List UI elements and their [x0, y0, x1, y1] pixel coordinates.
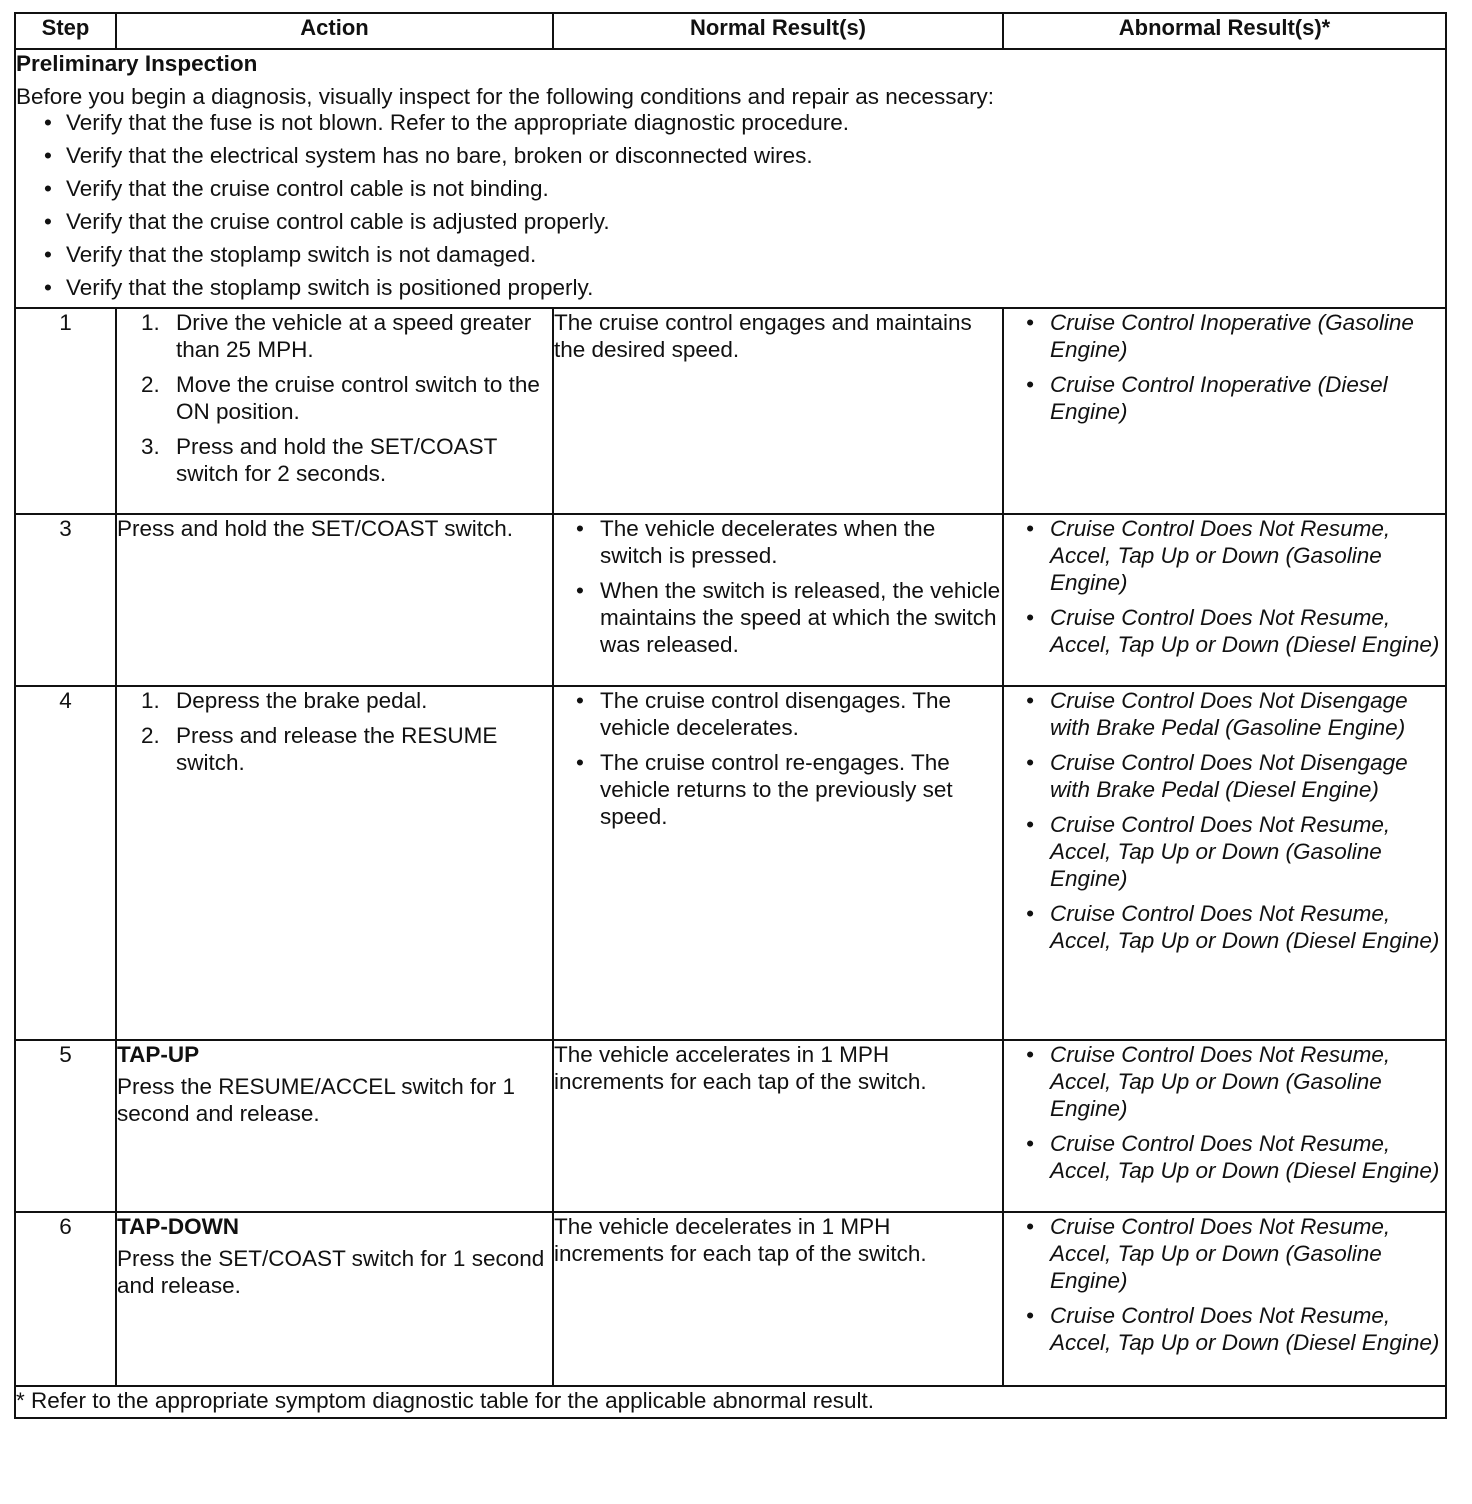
- abnormal-result-list: [1004, 515, 1445, 658]
- abnormal-result-item: • Cruise Control Does Not Resume, Accel, Tap Up or Down (Diesel Engine): [1026, 900, 1445, 954]
- abnormal-result-item: • Cruise Control Does Not Resume, Accel, Tap Up or Down (Gasoline Engine): [1026, 1213, 1445, 1294]
- action-text: Press the RESUME/ACCEL switch for 1 second and release.: [117, 1074, 516, 1126]
- action-item: [141, 687, 552, 714]
- normal-result-cell: [553, 1212, 1003, 1386]
- abnormal-result-item: • Cruise Control Inoperative (Gasoline Engine): [1026, 309, 1445, 363]
- abnormal-result-list: [1004, 1041, 1445, 1184]
- table-row: [15, 1212, 1446, 1386]
- step-number: 1: [15, 308, 116, 514]
- diagnostic-document: [14, 12, 1445, 1419]
- checklist-item: • Verify that the fuse is not blown. Refer to the appropriate diagnostic procedure.: [44, 109, 1445, 136]
- action-item-number: 1.: [141, 688, 160, 713]
- action-item-text: Press and hold the SET/COAST switch for 2 seconds.: [176, 434, 497, 486]
- action-item-number: 1.: [141, 310, 160, 335]
- table-row: [15, 308, 1446, 514]
- abnormal-result-cell: [1003, 308, 1446, 514]
- normal-result-item: • When the switch is released, the vehicle maintains the speed at which the switch was released.: [576, 577, 1002, 658]
- step-number: 4: [15, 686, 116, 1040]
- checklist-item: • Verify that the electrical system has no bare, broken or disconnected wires.: [44, 142, 1445, 169]
- action-item: [141, 433, 552, 487]
- action-item-number: 3.: [141, 434, 160, 459]
- footnote-row: [15, 1386, 1446, 1418]
- normal-result-cell: [553, 686, 1003, 1040]
- action-item-text: Press and release the RESUME switch.: [176, 723, 498, 775]
- normal-result-text: The vehicle decelerates in 1 MPH increments for each tap of the switch.: [554, 1214, 927, 1266]
- checklist-item: • Verify that the stoplamp switch is not damaged.: [44, 241, 1445, 268]
- abnormal-result-item: • Cruise Control Does Not Resume, Accel, Tap Up or Down (Gasoline Engine): [1026, 811, 1445, 892]
- action-item-text: Drive the vehicle at a speed greater than 25 MPH.: [176, 310, 532, 362]
- table-row: [15, 514, 1446, 686]
- normal-result-cell: [553, 1040, 1003, 1212]
- abnormal-result-item: • Cruise Control Does Not Resume, Accel, Tap Up or Down (Diesel Engine): [1026, 1302, 1445, 1356]
- preliminary-intro: Before you begin a diagnosis, visually inspect for the following conditions and repair as necessary:: [16, 84, 995, 109]
- abnormal-result-item: • Cruise Control Does Not Disengage with Brake Pedal (Gasoline Engine): [1026, 687, 1445, 741]
- normal-result-text: The vehicle accelerates in 1 MPH increments for each tap of the switch.: [554, 1042, 927, 1094]
- abnormal-result-cell: [1003, 1040, 1446, 1212]
- abnormal-result-cell: [1003, 686, 1446, 1040]
- header-step: Step: [15, 13, 116, 49]
- diagnostic-table: [14, 12, 1447, 1419]
- table-row: [15, 686, 1446, 1040]
- action-item-text: Depress the brake pedal.: [176, 688, 428, 713]
- normal-result-list: [554, 515, 1002, 658]
- header-normal-results: Normal Result(s): [553, 13, 1003, 49]
- action-text: Press and hold the SET/COAST switch.: [117, 516, 514, 541]
- action-text: Press the SET/COAST switch for 1 second and release.: [117, 1246, 545, 1298]
- header-abnormal-results: Abnormal Result(s)*: [1003, 13, 1446, 49]
- abnormal-result-list: [1004, 1213, 1445, 1356]
- preliminary-row: [15, 49, 1446, 308]
- normal-result-item: • The cruise control re-engages. The vehicle returns to the previously set speed.: [576, 749, 1002, 830]
- abnormal-result-item: • Cruise Control Does Not Resume, Accel, Tap Up or Down (Gasoline Engine): [1026, 1041, 1445, 1122]
- step-number: 3: [15, 514, 116, 686]
- action-cell: [116, 1040, 553, 1212]
- preliminary-checklist: [16, 109, 1445, 301]
- header-row: [15, 13, 1446, 49]
- header-action: Action: [116, 13, 553, 49]
- abnormal-result-cell: [1003, 514, 1446, 686]
- normal-result-text: The cruise control engages and maintains the desired speed.: [554, 310, 972, 362]
- normal-result-item: • The vehicle decelerates when the switch is pressed.: [576, 515, 1002, 569]
- action-item-text: Move the cruise control switch to the ON position.: [176, 372, 540, 424]
- footnote: * Refer to the appropriate symptom diagnostic table for the applicable abnormal result.: [15, 1386, 1446, 1418]
- preliminary-title: Preliminary Inspection: [16, 51, 258, 76]
- checklist-item: • Verify that the stoplamp switch is positioned properly.: [44, 274, 1445, 301]
- action-cell: [116, 1212, 553, 1386]
- normal-result-list: [554, 687, 1002, 830]
- action-cell: [116, 514, 553, 686]
- abnormal-result-cell: [1003, 1212, 1446, 1386]
- abnormal-result-item: • Cruise Control Inoperative (Diesel Engine): [1026, 371, 1445, 425]
- abnormal-result-item: • Cruise Control Does Not Resume, Accel, Tap Up or Down (Diesel Engine): [1026, 604, 1445, 658]
- abnormal-result-list: [1004, 687, 1445, 954]
- action-item: [141, 309, 552, 363]
- step-number: 6: [15, 1212, 116, 1386]
- normal-result-item: • The cruise control disengages. The vehicle decelerates.: [576, 687, 1002, 741]
- action-item-number: 2.: [141, 723, 160, 748]
- step-number: 5: [15, 1040, 116, 1212]
- action-item: [141, 371, 552, 425]
- abnormal-result-list: [1004, 309, 1445, 425]
- abnormal-result-item: • Cruise Control Does Not Resume, Accel, Tap Up or Down (Diesel Engine): [1026, 1130, 1445, 1184]
- action-item: [141, 722, 552, 776]
- action-list: [117, 309, 552, 487]
- abnormal-result-item: • Cruise Control Does Not Disengage with Brake Pedal (Diesel Engine): [1026, 749, 1445, 803]
- checklist-item: • Verify that the cruise control cable is not binding.: [44, 175, 1445, 202]
- action-list: [117, 687, 552, 776]
- action-item-number: 2.: [141, 372, 160, 397]
- action-cell: [116, 686, 553, 1040]
- preliminary-inspection: [15, 49, 1446, 308]
- checklist-item: • Verify that the cruise control cable is adjusted properly.: [44, 208, 1445, 235]
- table-row: [15, 1040, 1446, 1212]
- action-title: TAP-DOWN: [117, 1214, 240, 1239]
- action-title: TAP-UP: [117, 1042, 200, 1067]
- normal-result-cell: [553, 308, 1003, 514]
- action-cell: [116, 308, 553, 514]
- abnormal-result-item: • Cruise Control Does Not Resume, Accel, Tap Up or Down (Gasoline Engine): [1026, 515, 1445, 596]
- normal-result-cell: [553, 514, 1003, 686]
